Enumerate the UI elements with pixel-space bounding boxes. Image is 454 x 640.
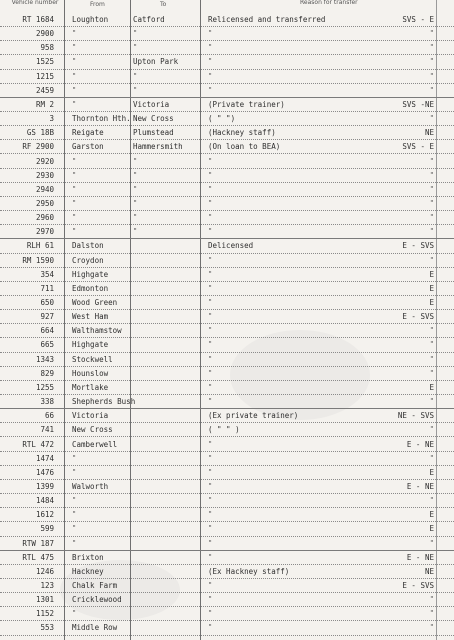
status-code-cell: E bbox=[429, 298, 434, 307]
from-cell: Garston bbox=[72, 142, 104, 152]
reason-cell: " bbox=[208, 340, 213, 349]
reason-cell: ( " ") bbox=[208, 114, 236, 124]
status-code-cell: " bbox=[429, 156, 434, 165]
from-cell: Victoria bbox=[72, 411, 109, 421]
reason-cell: (Private trainer) bbox=[208, 99, 285, 109]
status-code-cell: " bbox=[429, 227, 434, 236]
from-cell: " bbox=[72, 496, 77, 505]
status-code-cell: E bbox=[429, 524, 434, 534]
from-cell: Camberwell bbox=[72, 439, 118, 449]
vehicle-number-cell: 1476 bbox=[35, 467, 54, 477]
vehicle-number-cell: 2900 bbox=[35, 29, 54, 39]
from-cell: " bbox=[72, 156, 77, 165]
reason-cell: " bbox=[208, 156, 213, 165]
to-cell: " bbox=[133, 29, 138, 38]
vehicle-number-cell: 2920 bbox=[35, 156, 54, 166]
to-cell: " bbox=[133, 43, 138, 52]
vehicle-number-cell: 1246 bbox=[35, 566, 54, 576]
vehicle-number-cell: 123 bbox=[40, 581, 54, 590]
reason-cell: " bbox=[208, 298, 213, 306]
from-cell: " bbox=[72, 85, 77, 94]
table-row bbox=[0, 168, 454, 183]
from-cell: Walworth bbox=[72, 481, 109, 491]
from-cell: " bbox=[72, 71, 77, 80]
table-row bbox=[0, 337, 454, 352]
vehicle-number-cell: RM 1590 bbox=[22, 255, 54, 265]
from-cell: Cricklewood bbox=[72, 595, 122, 605]
table-row bbox=[0, 451, 454, 466]
vehicle-number-cell: 354 bbox=[40, 269, 54, 279]
from-cell: Walthamstow bbox=[72, 326, 122, 336]
from-cell: Croydon bbox=[72, 255, 104, 265]
status-code-cell: SVS - E bbox=[402, 15, 434, 24]
vehicle-number-cell: RLH 61 bbox=[26, 241, 54, 251]
to-cell: " bbox=[133, 170, 138, 179]
table-row bbox=[0, 139, 454, 154]
table-row bbox=[0, 253, 454, 268]
table-row bbox=[0, 493, 454, 508]
reason-cell: " bbox=[208, 510, 213, 519]
table-row bbox=[0, 40, 454, 55]
table-row bbox=[0, 437, 454, 452]
header-from: From bbox=[90, 1, 105, 8]
status-code-cell: " bbox=[429, 595, 434, 604]
to-cell: Plumstead bbox=[133, 128, 174, 138]
table-row bbox=[0, 352, 454, 367]
reason-cell: " bbox=[208, 43, 213, 52]
vehicle-number-cell: 1301 bbox=[35, 595, 54, 605]
reason-cell: " bbox=[208, 595, 213, 604]
status-code-cell: E - SVS bbox=[402, 312, 434, 322]
reason-cell: (Hackney staff) bbox=[208, 128, 276, 138]
vehicle-number-cell: 2459 bbox=[35, 85, 54, 95]
reason-cell: " bbox=[208, 623, 213, 632]
from-cell: " bbox=[72, 57, 77, 66]
vehicle-number-cell: 829 bbox=[40, 368, 54, 378]
from-cell: " bbox=[72, 170, 77, 179]
table-row bbox=[0, 182, 454, 197]
vehicle-number-cell: 2970 bbox=[35, 227, 54, 237]
status-code-cell: " bbox=[429, 213, 434, 222]
reason-cell: " bbox=[208, 552, 213, 561]
table-row bbox=[0, 69, 454, 84]
to-cell: " bbox=[133, 213, 138, 222]
status-code-cell: " bbox=[429, 57, 434, 66]
from-cell: Hounslow bbox=[72, 368, 109, 378]
table-row bbox=[0, 479, 454, 494]
status-code-cell: " bbox=[429, 397, 434, 406]
to-cell: " bbox=[133, 184, 138, 193]
from-cell: " bbox=[72, 29, 77, 38]
vehicle-number-cell: 1152 bbox=[35, 609, 54, 619]
status-code-cell: " bbox=[429, 29, 434, 38]
status-code-cell: " bbox=[429, 184, 434, 193]
table-row bbox=[0, 224, 454, 239]
from-cell: " bbox=[72, 510, 77, 519]
from-cell: " bbox=[72, 43, 77, 52]
status-code-cell: " bbox=[429, 496, 434, 505]
reason-cell: " bbox=[208, 326, 213, 335]
table-row bbox=[0, 97, 454, 112]
vehicle-number-cell: RTL 472 bbox=[22, 439, 54, 449]
status-code-cell: E - NE bbox=[406, 439, 434, 449]
vehicle-number-cell: 2930 bbox=[35, 170, 54, 180]
table-row bbox=[0, 154, 454, 169]
reason-cell: Relicensed and transferred bbox=[208, 15, 326, 24]
from-cell: New Cross bbox=[72, 425, 113, 435]
reason-cell: " bbox=[208, 382, 213, 391]
reason-cell: " bbox=[208, 255, 213, 264]
reason-cell: " bbox=[208, 269, 213, 278]
to-cell: " bbox=[133, 198, 138, 207]
header-to: To bbox=[160, 1, 167, 8]
status-code-cell: " bbox=[429, 43, 434, 52]
status-code-cell: E bbox=[429, 283, 434, 293]
from-cell: " bbox=[72, 227, 77, 236]
table-row bbox=[0, 620, 454, 635]
header-reason: Reason for transfer bbox=[300, 0, 358, 6]
vehicle-number-cell: GS 18B bbox=[26, 128, 54, 138]
vehicle-number-cell: 599 bbox=[40, 524, 54, 534]
status-code-cell: " bbox=[429, 538, 434, 547]
to-cell: " bbox=[133, 85, 138, 94]
vehicle-number-cell: 927 bbox=[40, 312, 54, 322]
to-cell: Victoria bbox=[133, 99, 170, 109]
vehicle-number-cell: 553 bbox=[40, 623, 54, 633]
table-row bbox=[0, 422, 454, 437]
reason-cell: (On loan to BEA) bbox=[208, 142, 281, 152]
reason-cell: " bbox=[208, 312, 213, 321]
table-row bbox=[0, 564, 454, 579]
from-cell: Edmonton bbox=[72, 283, 109, 293]
from-cell: Highgate bbox=[72, 340, 109, 350]
from-cell: Wood Green bbox=[72, 298, 118, 307]
vehicle-number-cell: RTW 187 bbox=[22, 538, 54, 548]
status-code-cell: E bbox=[429, 269, 434, 279]
table-row bbox=[0, 408, 454, 423]
reason-cell: " bbox=[208, 29, 213, 38]
table-row bbox=[0, 111, 454, 126]
from-cell: " bbox=[72, 467, 77, 476]
status-code-cell: E - NE bbox=[406, 481, 434, 491]
from-cell: " bbox=[72, 99, 77, 108]
reason-cell: " bbox=[208, 57, 213, 66]
to-cell: " bbox=[133, 156, 138, 165]
vehicle-number-cell: 711 bbox=[40, 283, 54, 293]
vehicle-number-cell: 1215 bbox=[35, 71, 54, 81]
reason-cell: " bbox=[208, 538, 213, 547]
vehicle-number-cell: 1484 bbox=[35, 496, 54, 506]
status-code-cell: " bbox=[429, 354, 434, 363]
vehicle-number-cell: 665 bbox=[40, 340, 54, 350]
from-cell: Reigate bbox=[72, 128, 104, 138]
vehicle-number-cell: 338 bbox=[40, 397, 54, 407]
status-code-cell: " bbox=[429, 609, 434, 618]
table-row bbox=[0, 507, 454, 522]
table-row bbox=[0, 521, 454, 536]
reason-cell: (Ex Hackney staff) bbox=[208, 566, 290, 576]
table-row bbox=[0, 536, 454, 551]
status-code-cell: " bbox=[429, 255, 434, 264]
reason-cell: " bbox=[208, 397, 213, 406]
from-cell: Chalk Farm bbox=[72, 581, 118, 590]
from-cell: " bbox=[72, 184, 77, 193]
status-code-cell: " bbox=[429, 368, 434, 377]
reason-cell: Delicensed bbox=[208, 241, 254, 251]
table-row bbox=[0, 309, 454, 324]
vehicle-number-cell: RM 2 bbox=[35, 99, 54, 109]
from-cell: " bbox=[72, 198, 77, 207]
table-row bbox=[0, 281, 454, 296]
header-vehicle-number: Vehicle number bbox=[11, 0, 59, 6]
table-row bbox=[0, 83, 454, 98]
vehicle-number-cell: RTL 475 bbox=[22, 552, 54, 562]
table-row bbox=[0, 366, 454, 381]
vehicle-number-cell: 2940 bbox=[35, 184, 54, 194]
reason-cell: " bbox=[208, 524, 213, 533]
vehicle-number-cell: 1255 bbox=[35, 382, 54, 392]
table-row bbox=[0, 380, 454, 395]
from-cell: " bbox=[72, 609, 77, 618]
reason-cell: " bbox=[208, 213, 213, 222]
status-code-cell: NE bbox=[424, 128, 434, 138]
from-cell: Loughton bbox=[72, 15, 109, 24]
reason-cell: " bbox=[208, 170, 213, 179]
reason-cell: " bbox=[208, 496, 213, 505]
status-code-cell: SVS -NE bbox=[402, 99, 434, 109]
status-code-cell: SVS - E bbox=[402, 142, 434, 152]
from-cell: West Ham bbox=[72, 312, 109, 322]
vehicle-number-cell: 66 bbox=[44, 411, 54, 421]
status-code-cell: " bbox=[429, 340, 434, 349]
status-code-cell: E bbox=[429, 382, 434, 392]
vehicle-number-cell: 1474 bbox=[35, 453, 54, 463]
from-cell: Highgate bbox=[72, 269, 109, 279]
reason-cell: " bbox=[208, 453, 213, 462]
status-code-cell: E bbox=[429, 467, 434, 477]
status-code-cell: " bbox=[429, 85, 434, 94]
vehicle-number-cell: 650 bbox=[40, 298, 54, 307]
to-cell: " bbox=[133, 71, 138, 80]
table-row bbox=[0, 606, 454, 621]
vehicle-number-cell: 1343 bbox=[35, 354, 54, 364]
table-row bbox=[0, 12, 454, 27]
vehicle-number-cell: 958 bbox=[40, 43, 54, 53]
reason-cell: " bbox=[208, 283, 213, 292]
reason-cell: " bbox=[208, 467, 213, 476]
status-code-cell: " bbox=[429, 326, 434, 335]
table-row bbox=[0, 238, 454, 253]
vehicle-number-cell: 3 bbox=[49, 114, 54, 124]
status-code-cell: " bbox=[429, 114, 434, 123]
reason-cell: " bbox=[208, 85, 213, 94]
to-cell: " bbox=[133, 227, 138, 236]
table-row bbox=[0, 592, 454, 607]
vehicle-number-cell: RT 1684 bbox=[22, 15, 54, 24]
status-code-cell: " bbox=[429, 198, 434, 207]
vehicle-number-cell: 1399 bbox=[35, 481, 54, 491]
status-code-cell: NE bbox=[424, 566, 434, 576]
vehicle-number-cell: 1525 bbox=[35, 57, 54, 67]
vehicle-number-cell: 1612 bbox=[35, 510, 54, 520]
reason-cell: " bbox=[208, 481, 213, 490]
reason-cell: " bbox=[208, 439, 213, 448]
status-code-cell: " bbox=[429, 453, 434, 462]
vehicle-number-cell: 2960 bbox=[35, 213, 54, 223]
table-row bbox=[0, 125, 454, 140]
from-cell: Dalston bbox=[72, 241, 104, 251]
from-cell: Stockwell bbox=[72, 354, 113, 364]
table-row bbox=[0, 578, 454, 593]
reason-cell: " bbox=[208, 581, 213, 589]
from-cell: Middle Row bbox=[72, 623, 118, 633]
from-cell: " bbox=[72, 453, 77, 462]
from-cell: " bbox=[72, 538, 77, 547]
table-row bbox=[0, 465, 454, 480]
table-row bbox=[0, 550, 454, 565]
reason-cell: " bbox=[208, 184, 213, 193]
from-cell: Shepherds Bush bbox=[72, 397, 136, 407]
reason-cell: " bbox=[208, 198, 213, 207]
status-code-cell: NE - SVS bbox=[397, 411, 434, 421]
reason-cell: " bbox=[208, 71, 213, 80]
reason-cell: (Ex private trainer) bbox=[208, 411, 299, 421]
vehicle-number-cell: RF 2900 bbox=[22, 142, 54, 152]
status-code-cell: E - SVS bbox=[402, 581, 434, 590]
status-code-cell: " bbox=[429, 170, 434, 179]
table-row bbox=[0, 323, 454, 338]
reason-cell: " bbox=[208, 227, 213, 236]
status-code-cell: E - NE bbox=[406, 552, 434, 562]
table-row bbox=[0, 295, 454, 310]
vehicle-number-cell: 664 bbox=[40, 326, 54, 336]
to-cell: New Cross bbox=[133, 114, 174, 124]
status-code-cell: E bbox=[429, 510, 434, 520]
table-row bbox=[0, 54, 454, 69]
from-cell: Brixton bbox=[72, 552, 104, 562]
table-row bbox=[0, 394, 454, 409]
status-code-cell: " bbox=[429, 425, 434, 434]
reason-cell: ( " " ) bbox=[208, 425, 240, 435]
vehicle-number-cell: 741 bbox=[40, 425, 54, 435]
from-cell: Mortlake bbox=[72, 382, 109, 392]
reason-cell: " bbox=[208, 368, 213, 377]
from-cell: Hackney bbox=[72, 566, 104, 576]
from-cell: " bbox=[72, 524, 77, 533]
table-row bbox=[0, 26, 454, 41]
to-cell: Hammersmith bbox=[133, 142, 183, 152]
from-cell: " bbox=[72, 213, 77, 222]
from-cell: Thornton Hth. bbox=[72, 114, 131, 124]
status-code-cell: E - SVS bbox=[402, 241, 434, 251]
status-code-cell: " bbox=[429, 623, 434, 632]
reason-cell: " bbox=[208, 354, 213, 363]
table-row bbox=[0, 267, 454, 282]
table-row bbox=[0, 196, 454, 211]
to-cell: Upton Park bbox=[133, 57, 179, 67]
reason-cell: " bbox=[208, 609, 213, 618]
to-cell: Catford bbox=[133, 15, 165, 24]
status-code-cell: " bbox=[429, 71, 434, 80]
table-row bbox=[0, 210, 454, 225]
vehicle-number-cell: 2950 bbox=[35, 198, 54, 208]
